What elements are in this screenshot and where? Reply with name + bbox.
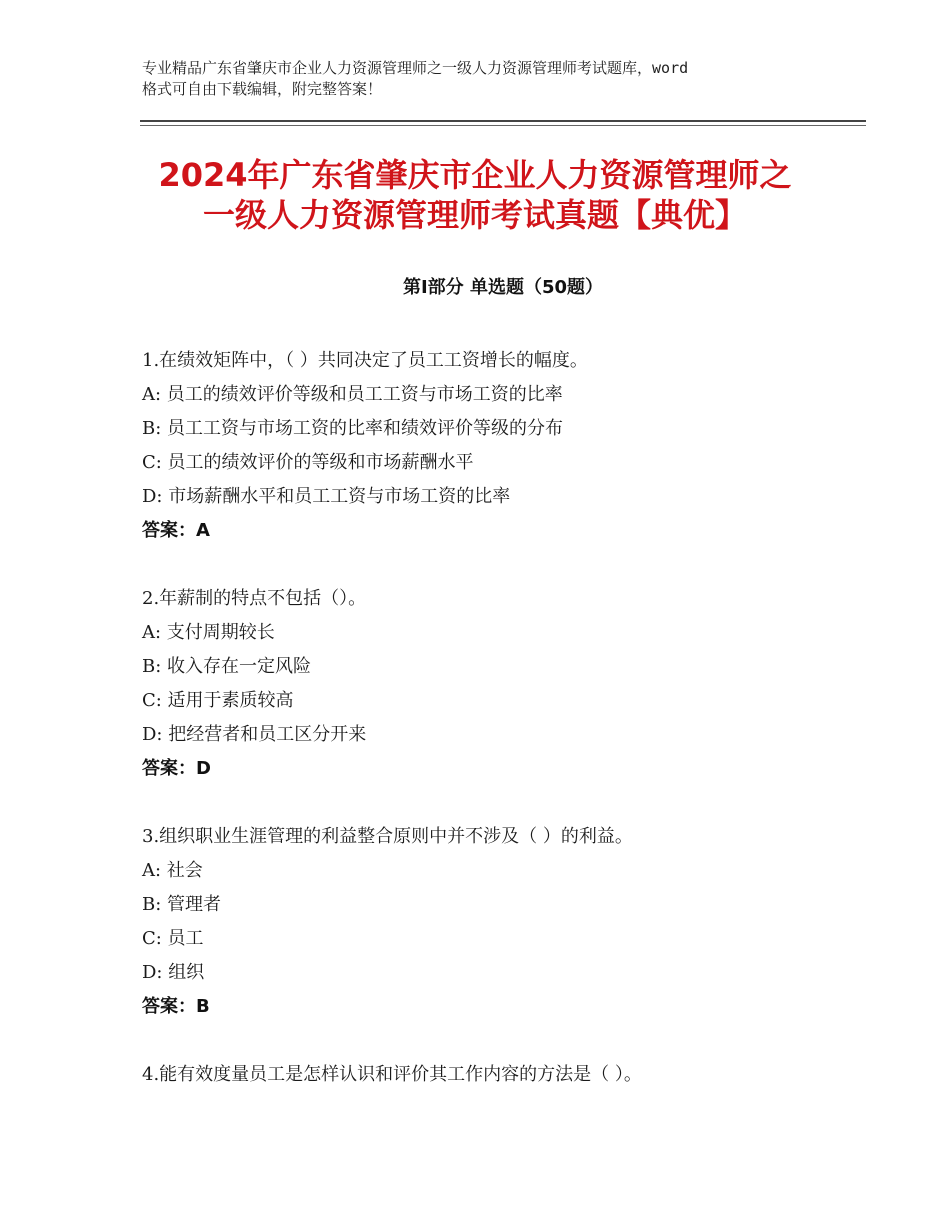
question-option: B: 管理者 [142,894,222,915]
question-option: A: 支付周期较长 [142,622,275,643]
question-stem: 2.年薪制的特点不包括（）。 [142,588,367,609]
question-list [142,344,862,1126]
question-option: C: 适用于素质较高 [142,690,294,711]
question-option: D: 组织 [142,962,205,983]
question-option: D: 把经营者和员工区分开来 [142,724,367,745]
question-option: D: 市场薪酬水平和员工工资与市场工资的比率 [142,486,511,507]
question-answer: 答案：A [142,520,210,541]
question-answer: 答案：B [142,996,210,1017]
header-note-line: 格式可自由下载编辑，附完整答案！ [142,80,383,98]
question-option: C: 员工 [142,928,204,949]
header-note [142,58,842,100]
question-item [142,344,862,548]
question-stem: 1.在绩效矩阵中，（ ）共同决定了员工工资增长的幅度。 [142,350,588,371]
question-item [142,582,862,786]
document-title [90,155,860,235]
question-option: C: 员工的绩效评价的等级和市场薪酬水平 [142,452,474,473]
question-option: A: 社会 [142,860,203,881]
question-answer: 答案：D [142,758,211,779]
question-option: B: 收入存在一定风险 [142,656,312,677]
question-option: B: 员工工资与市场工资的比率和绩效评价等级的分布 [142,418,564,439]
title-line: 2024年广东省肇庆市企业人力资源管理师之 [158,156,792,194]
question-item [142,820,862,1024]
question-stem: 3.组织职业生涯管理的利益整合原则中并不涉及（ ）的利益。 [142,826,633,847]
question-option: A: 员工的绩效评价等级和员工工资与市场工资的比率 [142,384,563,405]
question-stem: 4.能有效度量员工是怎样认识和评价其工作内容的方法是（ ）。 [142,1064,642,1085]
header-note-line: 专业精品广东省肇庆市企业人力资源管理师之一级人力资源管理师考试题库，word [142,59,689,77]
section-title: 第Ⅰ部分 单选题（50题） [402,277,603,298]
question-item [142,1058,862,1092]
header-divider [140,120,866,122]
title-line: 一级人力资源管理师考试真题【典优】 [202,196,747,234]
header-divider-thin [140,125,866,126]
